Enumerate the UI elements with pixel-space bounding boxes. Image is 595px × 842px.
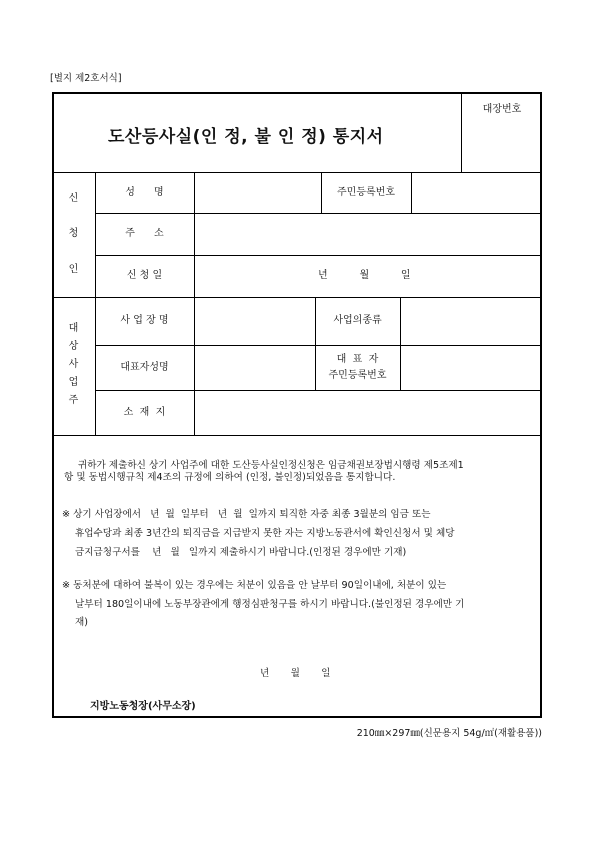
representative-id-label: 대 표 자 (336, 354, 379, 365)
location-label: 소 재 지 (123, 407, 166, 418)
appeal-note: 재) (75, 617, 89, 628)
business-section-char: 업 (68, 377, 79, 388)
divider (52, 297, 542, 298)
notice-date: 년 월 일 (260, 668, 331, 679)
issuer-signature: 지방노동청장(사무소장) (90, 701, 196, 712)
divider (95, 213, 542, 214)
business-section-char: 대 (68, 323, 79, 334)
name-label: 성 명 (125, 187, 164, 198)
divider (52, 435, 542, 436)
divider (411, 172, 412, 213)
notice-paragraph: 항 및 동법시행규칙 제4조의 규정에 의하여 (인정, 불인정)되었음을 통지합니다. (64, 472, 396, 483)
deadline-note: 금지급청구서를 년 월 일까지 제출하시기 바랍니다.(인정된 경우에만 기재) (75, 547, 407, 558)
business-section-char: 상 (68, 341, 79, 352)
divider (52, 172, 542, 173)
form-number-label: [별지 제2호서식] (50, 73, 122, 84)
application-date-value: 년 월 일 (318, 270, 411, 281)
applicant-section-char: 청 (68, 228, 79, 239)
notice-form (52, 92, 542, 718)
deadline-note: ※ 상기 사업장에서 년 월 일부터 년 월 일까지 퇴직한 자중 최종 3월분의 임금 또는 (62, 509, 431, 520)
divider (400, 297, 401, 390)
form-title: 도산등사실(인 정, 불 인 정) 통지서 (108, 127, 384, 147)
paper-spec-footer: 210㎜×297㎜(신문용지 54g/㎡(재활용품)) (356, 728, 542, 739)
divider (95, 390, 542, 391)
notice-paragraph: 귀하가 제출하신 상기 사업주에 대한 도산등사실인정신청은 임금채권보장법시행령 제5조제1 (78, 460, 464, 471)
deadline-note: 휴업수당과 최종 3년간의 퇴직금을 지급받지 못한 자는 지방노동관서에 확인신청서 및 체당 (75, 528, 455, 539)
site-name-label: 사 업 장 명 (120, 315, 169, 326)
divider (95, 345, 542, 346)
divider (95, 172, 96, 435)
appeal-note: 날부터 180일이내에 노동부장관에게 행정심판청구를 하시기 바랍니다.(불인정된 경우에만 기 (75, 599, 465, 610)
ledger-number-label: 대장번호 (482, 104, 522, 115)
address-label: 주 소 (125, 228, 164, 239)
business-section-char: 사 (68, 359, 79, 370)
representative-name-label: 대표자성명 (120, 362, 169, 373)
business-section-char: 주 (68, 395, 79, 406)
applicant-section-char: 신 (68, 193, 79, 204)
divider (95, 255, 542, 256)
application-date-label: 신 청 일 (126, 270, 163, 281)
applicant-section-char: 인 (68, 264, 79, 275)
appeal-note: ※ 동처분에 대하여 불복이 있는 경우에는 처분이 있음을 안 날부터 90일이내에, 처분이 있는 (62, 580, 447, 591)
divider (194, 172, 195, 435)
representative-rrn-label: 주민등록번호 (328, 370, 387, 381)
business-type-label: 사업의종류 (333, 315, 382, 326)
rrn-label: 주민등록번호 (337, 187, 395, 198)
